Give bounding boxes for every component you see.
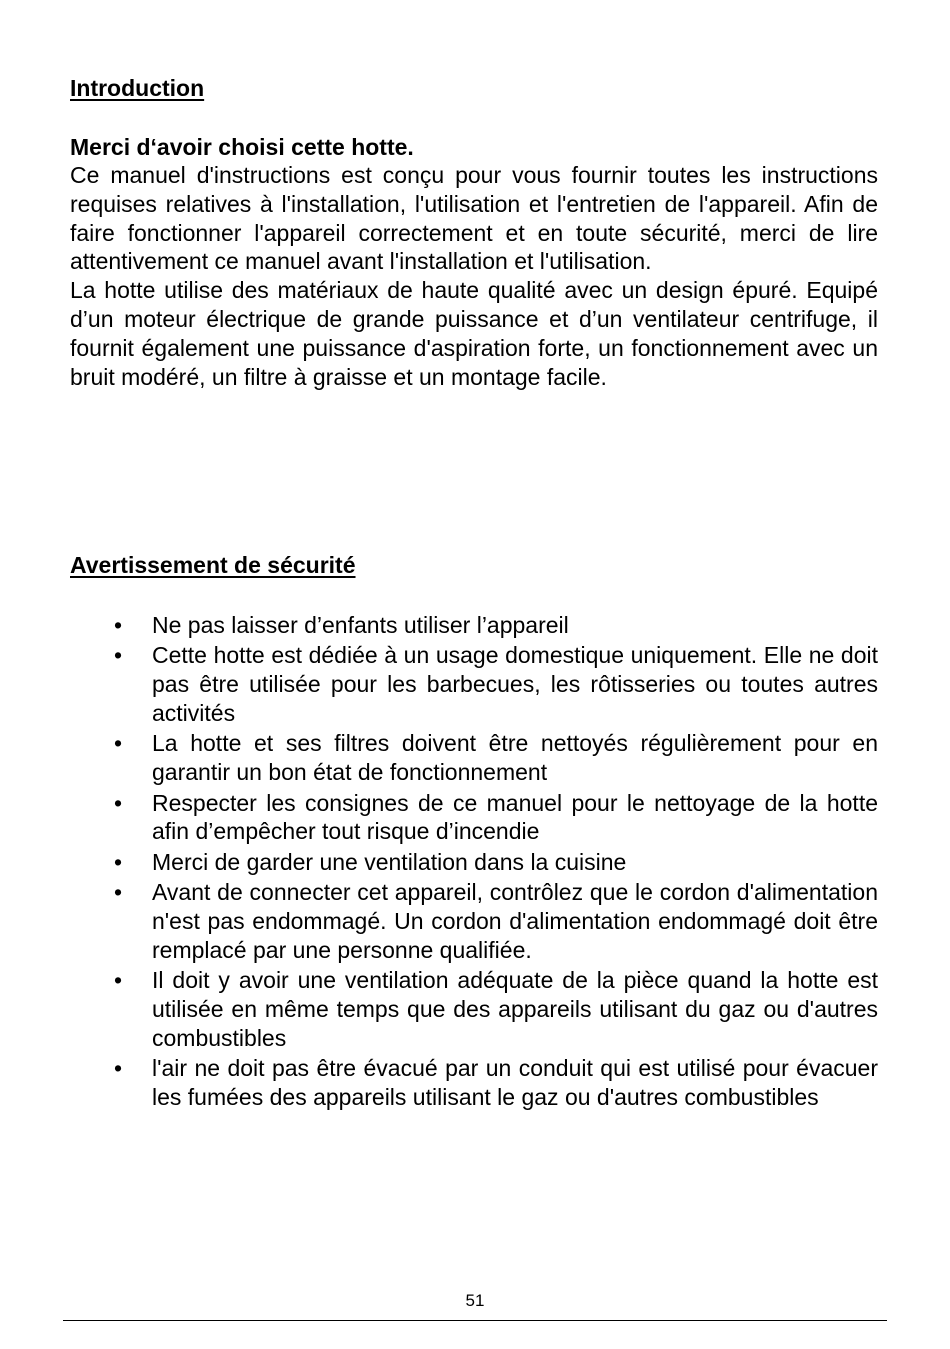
bullet-icon: • — [113, 789, 123, 816]
page-number: 51 — [465, 1291, 485, 1310]
footer-divider — [63, 1320, 887, 1321]
bullet-icon: • — [113, 612, 123, 638]
safety-warning-item — [70, 966, 878, 1052]
introduction-body — [70, 161, 878, 391]
safety-warning-item — [70, 848, 878, 877]
safety-warning-text: Cette hotte est dédiée à un usage domestique uniquement. Elle ne doit pas être utilisée pour les barbecues, les rôtisseries ou toutes autres activités — [152, 642, 878, 726]
safety-warning-item — [70, 641, 878, 727]
safety-warning-text: Il doit y avoir une ventilation adéquate de la pièce quand la hotte est utilisée en même temps que des appareils utilisant du gaz ou d'autres combustibles — [152, 967, 878, 1051]
introduction-paragraph: La hotte utilise des matériaux de haute qualité avec un design épuré. Equipé d’un moteur électrique de grande puissance et d’un ventilateur centrifuge, il fournit également une puissance d'aspiration forte, un fonctionnement avec un bruit modéré, un filtre à graisse et un montage facile. — [70, 277, 878, 390]
safety-warning-text: Respecter les consignes de ce manuel pour le nettoyage de la hotte afin d’empêcher tout risque d’incendie — [152, 789, 878, 845]
safety-warning-text: Ne pas laisser d’enfants utiliser l’appareil — [152, 612, 569, 638]
bullet-icon: • — [113, 1055, 123, 1082]
bullet-icon: • — [113, 642, 123, 669]
safety-warning-text: Merci de garder une ventilation dans la cuisine — [152, 848, 627, 875]
bullet-icon: • — [113, 730, 123, 757]
safety-warning-heading: Avertissement de sécurité — [70, 552, 356, 578]
bullet-icon: • — [113, 879, 123, 906]
safety-warning-text: Avant de connecter cet appareil, contrôlez que le cordon d'alimentation n'est pas endommagé. Un cordon d'alimentation endommagé doit être remplacé par une personne qualifiée. — [152, 879, 878, 963]
safety-warning-item — [70, 729, 878, 787]
bullet-icon: • — [113, 967, 123, 994]
safety-warning-list — [70, 611, 878, 1113]
safety-warning-item — [70, 878, 878, 964]
safety-warning-item — [70, 1054, 878, 1112]
safety-warning-text: La hotte et ses filtres doivent être nettoyés régulièrement pour en garantir un bon état de fonctionnement — [152, 730, 878, 786]
introduction-heading: Introduction — [70, 75, 205, 101]
safety-warning-text: l'air ne doit pas être évacué par un conduit qui est utilisé pour évacuer les fumées des appareils utilisant le gaz ou d'autres combustibles — [152, 1055, 878, 1110]
thanks-line: Merci d‘avoir choisi cette hotte. — [70, 134, 414, 160]
introduction-paragraph: Ce manuel d'instructions est conçu pour vous fournir toutes les instructions requises relatives à l'installation, l'utilisation et l'entretien de l'appareil. Afin de faire fonctionner l'appareil correctement et en toute sécurité, merci de lire attentivement ce manuel avant l'installation et l'utilisation. — [70, 162, 878, 275]
safety-warning-item — [70, 611, 878, 640]
safety-warning-item — [70, 789, 878, 847]
bullet-icon: • — [113, 848, 123, 875]
